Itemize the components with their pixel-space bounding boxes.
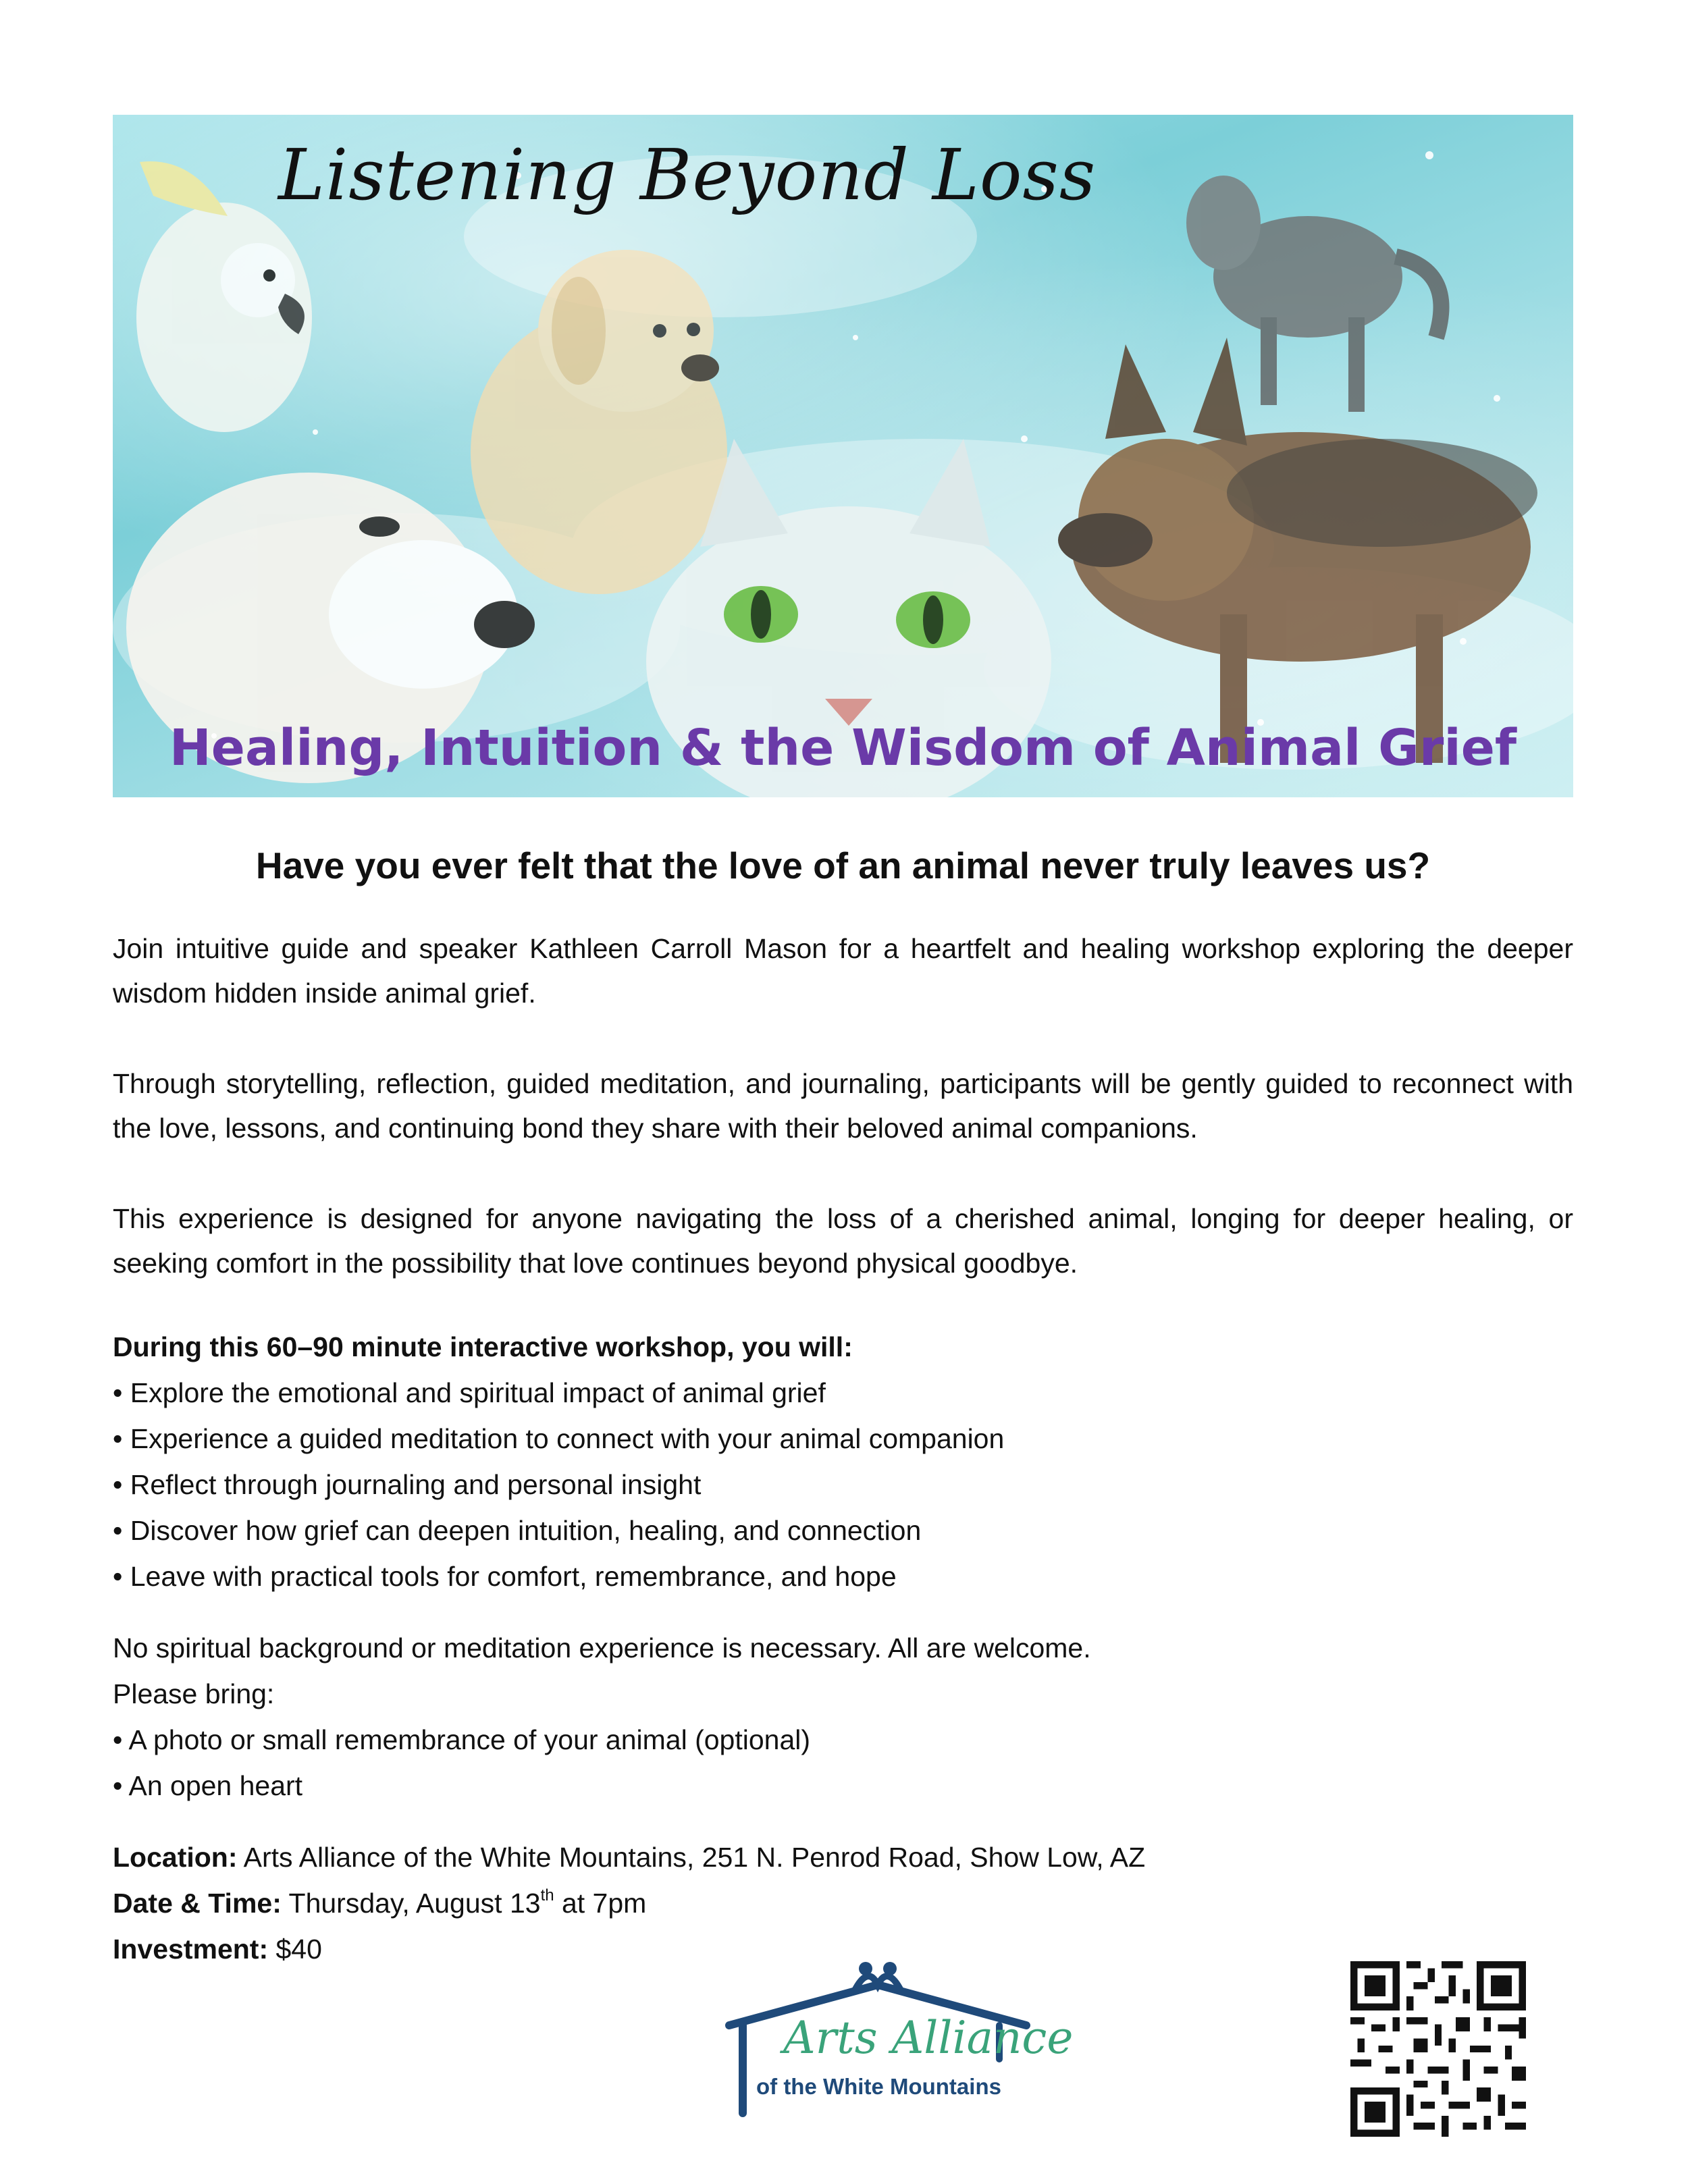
labrador-figure [471, 250, 727, 594]
datetime-value: Thursday, August 13 [281, 1888, 541, 1919]
workshop-item: • Explore the emotional and spiritual impact of animal grief [113, 1377, 826, 1408]
datetime-time: at 7pm [554, 1888, 647, 1919]
investment-label: Investment: [113, 1934, 269, 1965]
location-line [113, 1835, 1145, 1880]
workshop-heading: During this 60–90 minute interactive workshop, you will: [113, 1331, 853, 1362]
workshop-item: • Experience a guided meditation to connect with your animal companion [113, 1423, 1005, 1454]
qr-code-icon [1350, 1961, 1526, 2137]
workshop-item: • Discover how grief can deepen intuition, healing, and connection [113, 1515, 922, 1546]
headline: Have you ever felt that the love of an animal never truly leaves us? [255, 845, 1431, 886]
bring-item: • An open heart [113, 1770, 303, 1801]
workshop-item: • Reflect through journaling and personal insight [113, 1469, 702, 1500]
bring-heading: Please bring: [113, 1678, 275, 1709]
description-paragraph: Through storytelling, reflection, guided meditation, and journaling, participants will be gently guided to reconnect with the love, lessons, and continuing bond they share with their beloved animal companions. [113, 1068, 1573, 1144]
intro-paragraph: Join intuitive guide and speaker Kathleen Carroll Mason for a heartfelt and healing workshop exploring the deeper wisdom hidden inside animal grief. [113, 933, 1573, 1009]
audience-paragraph: This experience is designed for anyone navigating the loss of a cherished animal, longing for deeper healing, or seeking comfort in the possibility that love continues beyond physical goodbye. [113, 1203, 1573, 1279]
hero-subtitle: Healing, Intuition & the Wisdom of Animal Grief [169, 719, 1517, 777]
datetime-label: Date & Time: [113, 1888, 282, 1919]
hero-banner [113, 115, 1573, 797]
hero-title: Listening Beyond Loss [278, 134, 1097, 216]
datetime-ordinal: th [540, 1886, 554, 1905]
logo-subtext: of the White Mountains [756, 2074, 1001, 2099]
workshop-item: • Leave with practical tools for comfort, remembrance, and hope [113, 1561, 897, 1592]
logo-script-text: Arts Alliance [783, 2012, 1074, 2064]
location-label: Location: [113, 1842, 238, 1873]
welcome-note: No spiritual background or meditation experience is necessary. All are welcome. [113, 1632, 1091, 1663]
datetime-line [113, 1881, 646, 1925]
arts-alliance-logo [716, 1958, 1074, 2127]
bring-item: • A photo or small remembrance of your animal (optional) [113, 1724, 811, 1755]
investment-line [113, 1927, 322, 1971]
location-value: Arts Alliance of the White Mountains, 251 N. Penrod Road, Show Low, AZ [237, 1842, 1146, 1873]
investment-value: $40 [268, 1934, 322, 1965]
animal-collage-image [113, 115, 1573, 797]
